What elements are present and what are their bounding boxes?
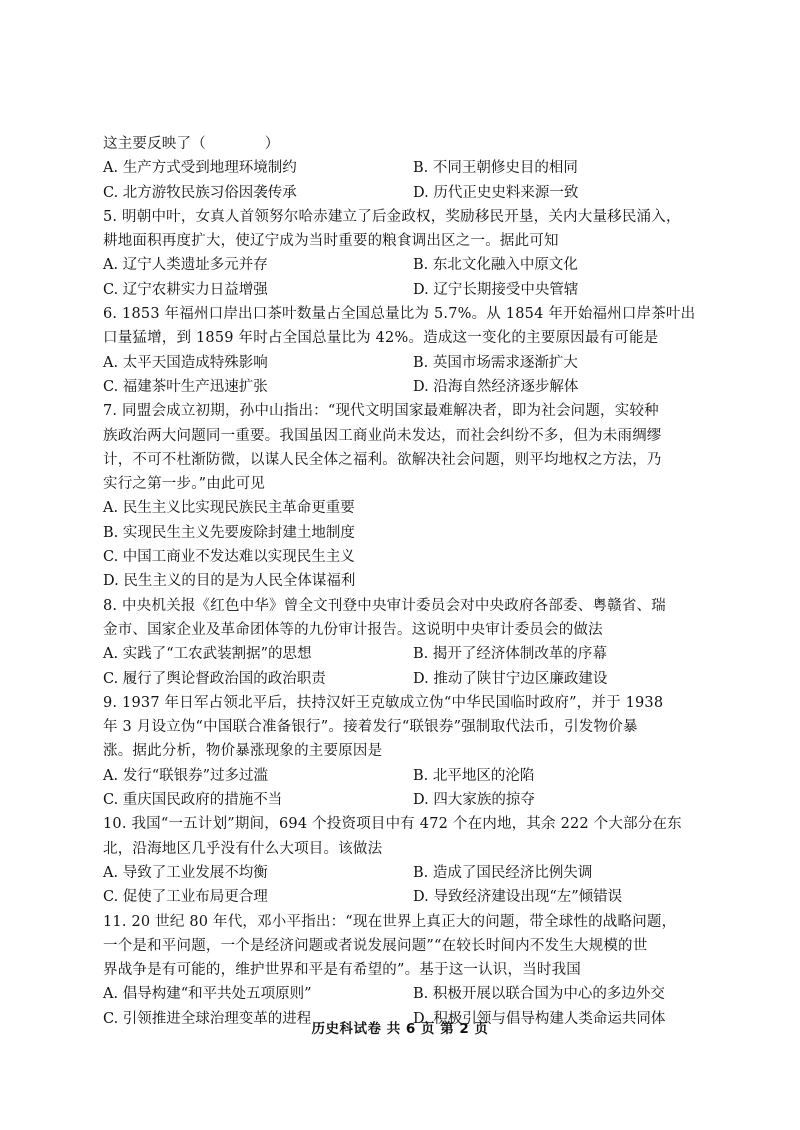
- q9-stem-line-1: 9. 1937 年日军占领北平后，扶持汉奸王克敏成立伪“中华民国临时政府”，并于 1938: [103, 694, 664, 711]
- q8-option-b[interactable]: B. 揭开了经济体制改革的序幕: [413, 646, 607, 663]
- q5-stem-line-2: 耕地面积再度扩大，使辽宁成为当时重要的粮食调出区之一。据此可知: [103, 233, 559, 250]
- q11-option-c[interactable]: C. 引领推进全球治理变革的进程: [103, 1010, 312, 1027]
- q8-option-d[interactable]: D. 推动了陕甘宁边区廉政建设: [413, 670, 608, 687]
- q9-stem-line-3: 涨。据此分析，物价暴涨现象的主要原因是: [103, 743, 383, 760]
- q4-stem-tail: 这主要反映了（ ）: [103, 136, 280, 152]
- q8-options-row-2: [103, 667, 720, 691]
- q8-stem-line-1: 8. 中央机关报《红色中华》曾全文刊登中央审计委员会对中央政府各部委、粤赣省、瑞: [103, 597, 666, 614]
- q4-options-row-1: [103, 156, 720, 180]
- q11-options-row-1: [103, 982, 720, 1006]
- q10-option-a[interactable]: A. 导致了工业发展不均衡: [103, 864, 268, 881]
- q5-options-row-2: [103, 278, 720, 302]
- q10-option-c[interactable]: C. 促使了工业布局更合理: [103, 889, 268, 906]
- q4-option-b[interactable]: B. 不同王朝修史目的相同: [413, 160, 578, 177]
- q9-stem-line-2: 年 3 月设立伪“中国联合准备银行”。接着发行“联银券”强制取代法币，引发物价暴: [103, 719, 638, 736]
- q6-option-c[interactable]: C. 福建茶叶生产迅速扩张: [103, 378, 268, 395]
- q11-option-b[interactable]: B. 积极开展以联合国为中心的多边外交: [413, 986, 665, 1003]
- q6-option-a[interactable]: A. 太平天国造成特殊影响: [103, 354, 268, 371]
- q10-options-row-1: [103, 861, 720, 885]
- q10-options-row-2: [103, 885, 720, 909]
- q8-option-a[interactable]: A. 实践了“工农武装割据”的思想: [103, 646, 312, 663]
- q5-options-row-1: [103, 253, 720, 277]
- q8-stem-line-2: 金市、国家企业及革命团体等的九份审计报告。这说明中央审计委员会的做法: [103, 621, 603, 638]
- q7-option-c[interactable]: C. 中国工商业不发达难以实现民生主义: [103, 549, 355, 566]
- q10-stem-line-2: 北，沿海地区几乎没有什么大项目。该做法: [103, 840, 383, 857]
- q11-stem-line-2: 一个是和平问题，一个是经济问题或者说发展问题”“在较长时间内不发生大规模的世: [103, 937, 648, 954]
- q5-stem-line-1: 5. 明朝中叶，女真人首领努尔哈赤建立了后金政权，奖励移民开垦，关内大量移民涌入，: [103, 208, 681, 225]
- q9-option-c[interactable]: C. 重庆国民政府的措施不当: [103, 792, 283, 809]
- q4-option-c[interactable]: C. 北方游牧民族习俗因袭传承: [103, 184, 297, 201]
- q6-options-row-2: [103, 375, 720, 399]
- q9-options-row-2: [103, 788, 720, 812]
- q6-option-d[interactable]: D. 沿海自然经济逐步解体: [413, 378, 579, 395]
- q5-option-d[interactable]: D. 辽宁长期接受中央管辖: [413, 281, 579, 298]
- q9-option-a[interactable]: A. 发行“联银券”过多过滥: [103, 767, 269, 784]
- q10-option-d[interactable]: D. 导致经济建设出现“左”倾错误: [413, 889, 623, 906]
- q9-option-b[interactable]: B. 北平地区的沦陷: [413, 767, 535, 784]
- q7-option-a[interactable]: A. 民生主义比实现民族民主革命更重要: [103, 500, 355, 517]
- q10-stem-line-1: 10. 我国“一五计划”期间，694 个投资项目中有 472 个在内地，其余 222 个大部分在东: [103, 816, 682, 833]
- q8-options-row-1: [103, 642, 720, 666]
- q5-option-c[interactable]: C. 辽宁农耕实力日益增强: [103, 281, 268, 298]
- q9-options-row-1: [103, 764, 720, 788]
- q4-options-row-2: [103, 181, 720, 205]
- q6-options-row-1: [103, 351, 720, 375]
- q7-option-b[interactable]: B. 实现民生主义先要废除封建土地制度: [103, 524, 355, 541]
- q5-option-a[interactable]: A. 辽宁人类遗址多元并存: [103, 257, 268, 274]
- q11-stem-line-1: 11. 20 世纪 80 年代，邓小平指出：“现在世界上真正大的问题，带全球性的战略问题，: [103, 913, 677, 930]
- q8-option-c[interactable]: C. 履行了舆论督政治国的政治职责: [103, 670, 326, 687]
- q9-option-d[interactable]: D. 四大家族的掠夺: [413, 792, 535, 809]
- q11-stem-line-3: 界战争是有可能的，维护世界和平是有希望的”。基于这一认识，当时我国: [103, 962, 582, 979]
- q5-option-b[interactable]: B. 东北文化融入中原文化: [413, 257, 578, 274]
- q7-stem-line-1: 7. 同盟会成立初期，孙中山指出：“现代文明国家最难解决者，即为社会问题，实较种: [103, 403, 659, 420]
- q11-option-a[interactable]: A. 倡导构建“和平共处五项原则”: [103, 986, 312, 1003]
- q7-stem-line-4: 实行之第一步。”由此可见: [103, 476, 266, 493]
- q6-stem-line-2: 口量猛增，到 1859 年时占全国总量比为 42%。造成这一变化的主要原因最有可能是: [103, 330, 659, 347]
- q6-stem-line-1: 6. 1853 年福州口岸出口茶叶数量占全国总量比为 5.7%。从 1854 年开始福州口岸茶叶出: [103, 306, 696, 323]
- q7-stem-line-2: 族政治两大问题同一重要。我国虽因工商业尚未发达，而社会纠纷不多，但为未雨绸缪: [103, 427, 662, 444]
- q4-option-d[interactable]: D. 历代正史史料来源一致: [413, 184, 579, 201]
- q11-option-d[interactable]: D. 积极引领与倡导构建人类命运共同体: [413, 1010, 666, 1027]
- q7-stem-line-3: 计，不可不杜渐防微，以谋人民全体之福利。欲解决社会问题，则平均地权之方法，乃: [103, 451, 662, 468]
- q4-option-a[interactable]: A. 生产方式受到地理环境制约: [103, 160, 297, 177]
- q10-option-b[interactable]: B. 造成了国民经济比例失调: [413, 864, 593, 881]
- page-footer: 历史科试卷 共 6 页 第 2 页: [311, 1021, 489, 1037]
- q7-option-d[interactable]: D. 民生主义的目的是为人民全体谋福利: [103, 573, 356, 590]
- q6-option-b[interactable]: B. 英国市场需求逐渐扩大: [413, 354, 578, 371]
